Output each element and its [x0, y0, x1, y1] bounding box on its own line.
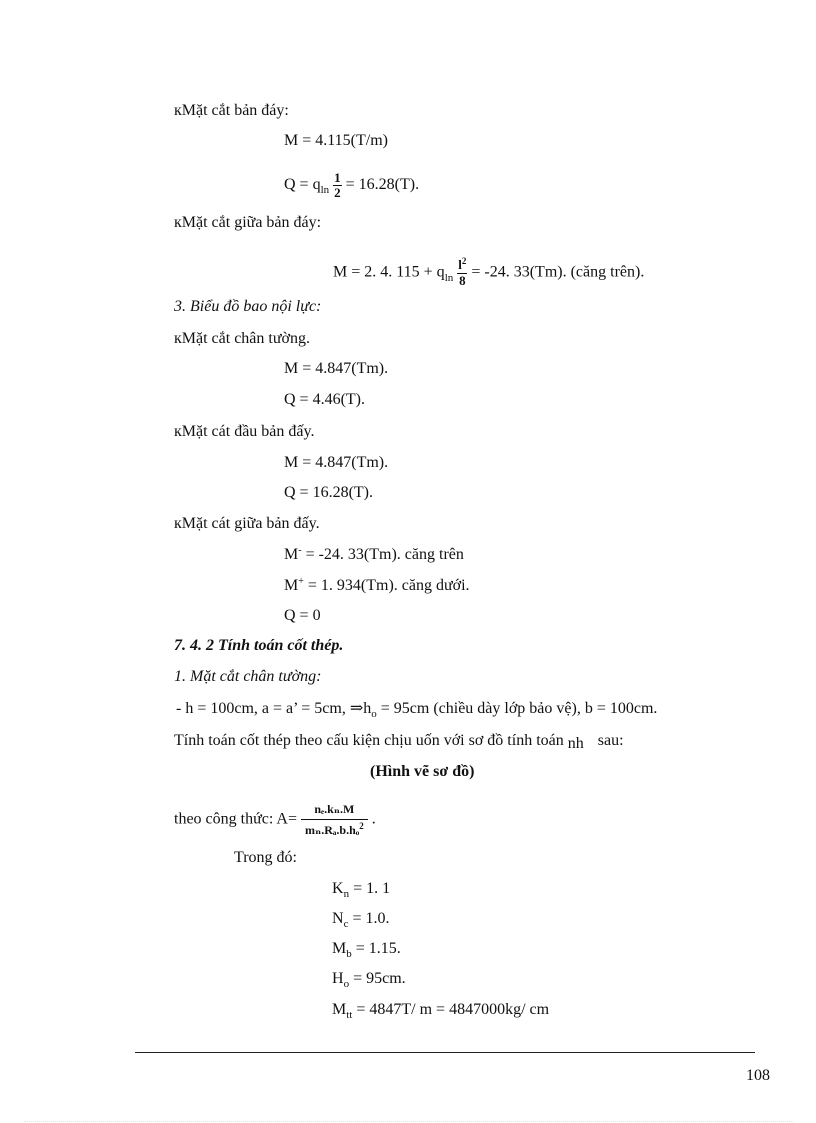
- page-number: 108: [746, 1067, 770, 1084]
- eq-c-moment-positive: M+ = 1. 934(Tm). căng dưới.: [284, 576, 470, 594]
- page-bottom-dots: [24, 1121, 794, 1122]
- formula-numerator: nₑ.kₙ.M: [314, 802, 355, 816]
- formula-line: theo công thức: A= $\frac{\text{nₑ.kₙ.M}}{m_n.R_a.b.h_o^2}$ .: [174, 802, 376, 837]
- q-subscript: ln: [320, 184, 330, 197]
- fraction-numerator: $l^2$: [458, 256, 467, 272]
- formula-fraction: [301, 801, 368, 839]
- section-title-tinh-toan-cot-thep: 7. 4. 2 Tính toán cốt thép.: [174, 637, 344, 654]
- subsection-title-mat-cat-chan-tuong: 1. Mặt cắt chân tường:: [174, 668, 322, 685]
- q-result: = 16.28(T).: [345, 176, 420, 194]
- dimensions-line: - h = 100cm, a = a’ = 5cm, $\Rightarrow h_o = 95cm$ (chiều dày lớp bảo vệ), b = 100cm.: [176, 700, 658, 720]
- formula-denominator: mₙ.Rₐ.b.hₒ$^2$: [301, 819, 368, 839]
- eq-moment-ban-day: M = 4.115(T/m): [284, 132, 388, 149]
- eq-b-moment: M = 4.847(Tm).: [284, 454, 389, 471]
- footer-rule: [135, 1052, 755, 1053]
- q-prefix: Q = q: [284, 176, 321, 194]
- heading-mat-cat-dau-ban-day: кMặt cát đầu bản đấy.: [174, 423, 315, 440]
- section-title-bieu-do: 3. Biểu đồ bao nội lực:: [174, 298, 322, 315]
- fraction-numerator: 1: [334, 170, 341, 185]
- fraction-l2-over-8: [457, 258, 467, 288]
- where-label: Trong đó:: [234, 849, 297, 866]
- m-subscript: ln: [444, 271, 454, 284]
- heading-mat-cat-chan-tuong: кMặt cắt chân tường.: [174, 330, 310, 347]
- heading-mat-cat-giua-ban-day-2: кMặt cát giữa bản đấy.: [174, 515, 320, 532]
- eq-shear-ban-day: [284, 171, 419, 200]
- eq-moment-giua-ban-day: [333, 258, 644, 288]
- heading-mat-cat-ban-day: кMặt cắt bản đáy:: [174, 102, 289, 119]
- fraction-denominator: 2: [334, 185, 341, 200]
- eq-c-moment-negative: M- = -24. 33(Tm). căng trên: [284, 545, 464, 563]
- eq-c-shear: Q = 0: [284, 607, 321, 624]
- param-mtt: $M_{tt} = 4847T/$ m = 4847000kg/ cm: [332, 1001, 550, 1021]
- param-ho: $H_o = 95cm$.: [332, 970, 406, 990]
- fraction-one-half: [333, 171, 342, 200]
- calc-description: Tính toán cốt thép theo cấu kiện chịu uốn với sơ đồ tính toán nh sau:: [174, 732, 624, 752]
- param-mb: $M_b = 1.15$.: [332, 940, 401, 960]
- fraction-denominator: 8: [459, 273, 466, 288]
- formula-label: theo công thức: A=: [174, 810, 298, 828]
- param-kn: $K_n = 1$. 1: [332, 880, 391, 900]
- m-result: = -24. 33(Tm). (căng trên).: [471, 263, 645, 281]
- eq-a-moment: M = 4.847(Tm).: [284, 360, 389, 377]
- heading-mat-cat-giua-ban-day: кMặt cắt giữa bản đáy:: [174, 214, 322, 231]
- eq-b-shear: Q = 16.28(T).: [284, 484, 374, 501]
- m-prefix: M = 2. 4. 115 + q: [333, 263, 445, 281]
- param-nc: $N_c = 1.0$.: [332, 910, 390, 930]
- eq-a-shear: Q = 4.46(T).: [284, 391, 366, 408]
- figure-placeholder: (Hình vẽ sơ đồ): [370, 763, 475, 780]
